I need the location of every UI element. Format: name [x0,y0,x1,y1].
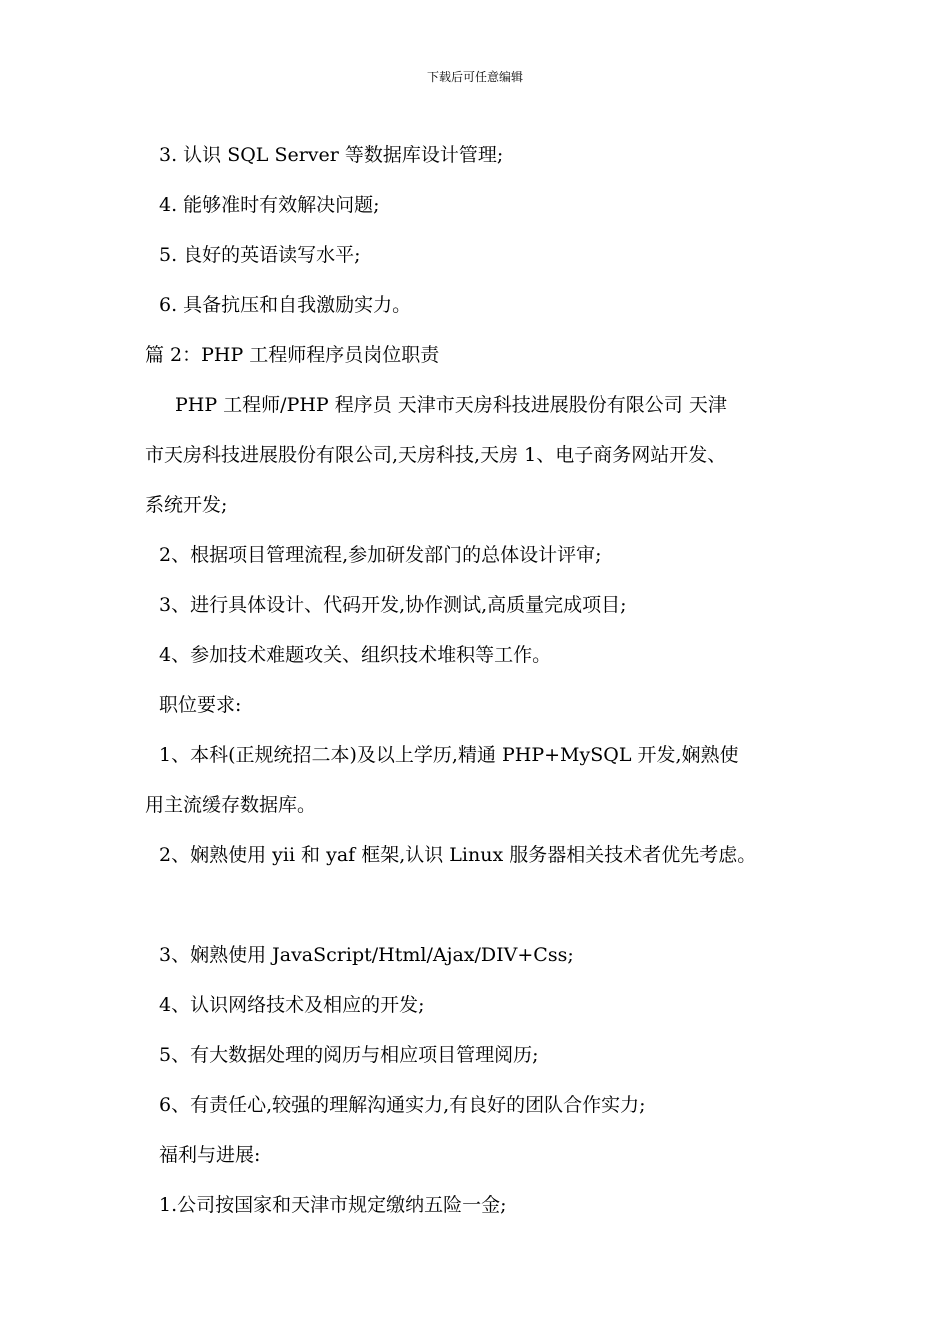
text-line: 3、进行具体设计、代码开发,协作测试,高质量完成项目; [159,594,627,616]
text-line: 1、本科(正规统招二本)及以上学历,精通 PHP+MySQL 开发,娴熟使 [159,744,739,766]
document-body [145,130,825,1230]
text-line: 3. 认识 SQL Server 等数据库设计管理; [159,144,504,166]
text-line: 6、有责任心,较强的理解沟通实力,有良好的团队合作实力; [159,1094,646,1116]
text-line: 5. 良好的英语读写水平; [159,244,361,266]
text-line: 用主流缓存数据库。 [145,794,317,816]
text-line: 4、参加技术难题攻关、组织技术堆积等工作。 [159,644,552,666]
text-line: 6. 具备抗压和自我激励实力。 [159,294,412,316]
subheading: 福利与进展: [159,1144,261,1166]
page-header: 下载后可任意编辑 [426,70,523,84]
section-heading: 篇 2：PHP 工程师程序员岗位职责 [145,344,440,366]
subheading: 职位要求: [159,694,242,716]
text-line: PHP 工程师/PHP 程序员 天津市天房科技进展股份有限公司 天津 [175,394,727,416]
text-line: 2、根据项目管理流程,参加研发部门的总体设计评审; [159,544,602,566]
text-line: 系统开发; [145,494,228,516]
text-line: 2、娴熟使用 yii 和 yaf 框架,认识 Linux 服务器相关技术者优先考虑。 [159,844,757,866]
text-line: 1.公司按国家和天津市规定缴纳五险一金; [159,1194,507,1216]
text-line: 市天房科技进展股份有限公司,天房科技,天房 1、电子商务网站开发、 [145,444,727,466]
text-line: 5、有大数据处理的阅历与相应项目管理阅历; [159,1044,539,1066]
text-line: 4、认识网络技术及相应的开发; [159,994,425,1016]
text-line: 4. 能够准时有效解决问题; [159,194,380,216]
blank-line [145,880,825,930]
text-line: 3、娴熟使用 JavaScript/Html/Ajax/DIV+Css; [159,944,574,966]
